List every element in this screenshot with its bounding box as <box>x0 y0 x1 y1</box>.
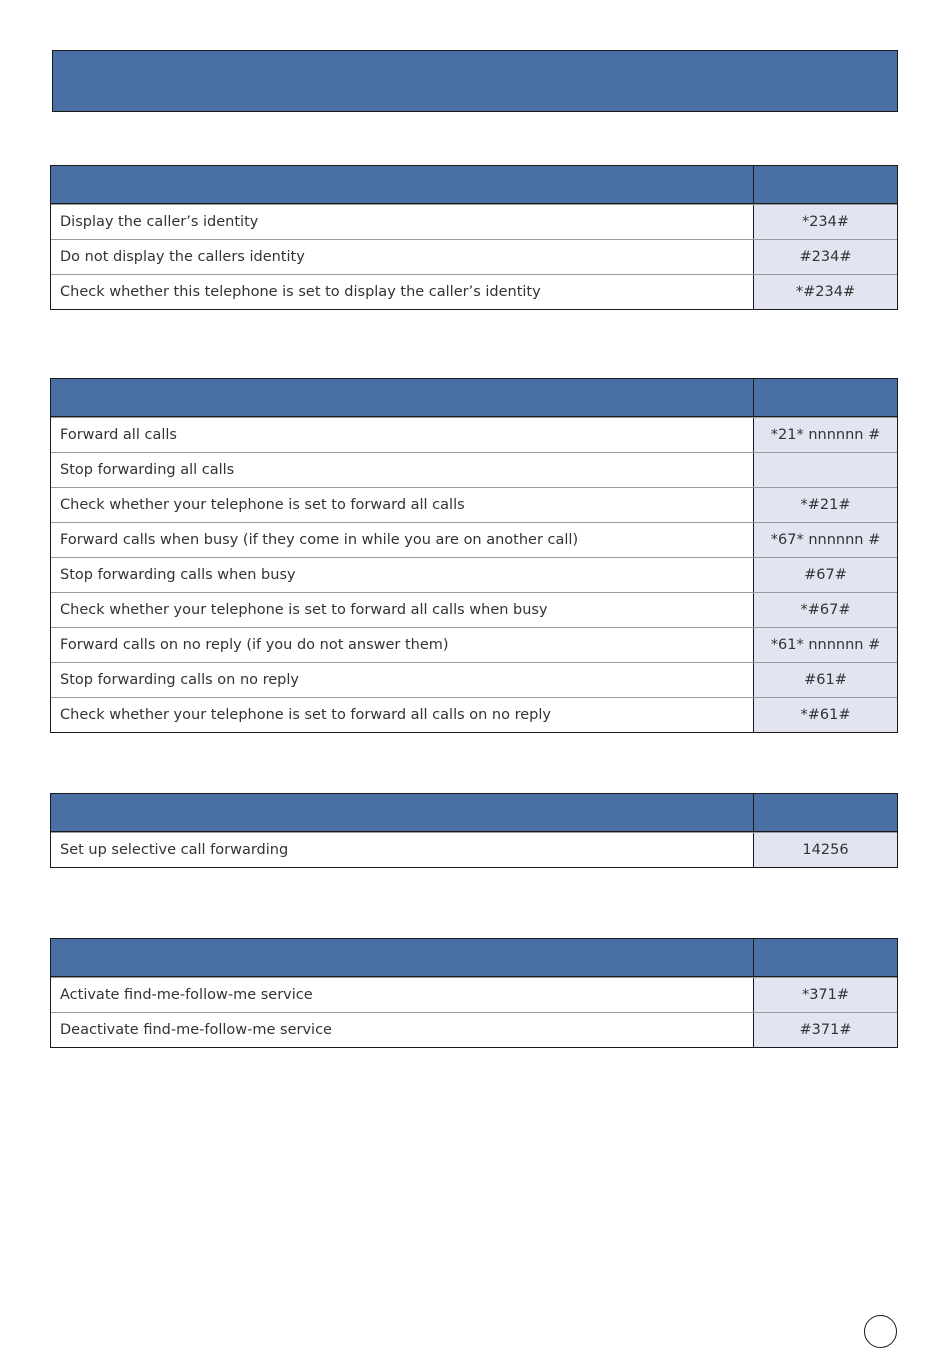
row-code: #67# <box>754 558 897 592</box>
table-header <box>51 379 897 417</box>
table-header <box>51 939 897 977</box>
row-description: Forward calls on no reply (if you do not answer them) <box>51 628 754 662</box>
table-row <box>51 522 897 557</box>
row-description: Check whether your telephone is set to forward all calls <box>51 488 754 522</box>
row-description: Display the caller’s identity <box>51 205 754 239</box>
row-code: *61* nnnnnn # <box>754 628 897 662</box>
row-code: *21* nnnnnn # <box>754 418 897 452</box>
row-description: Set up selective call forwarding <box>51 833 754 867</box>
caller-identity-table <box>50 165 898 310</box>
row-description: Stop forwarding calls on no reply <box>51 663 754 697</box>
row-code: *#67# <box>754 593 897 627</box>
row-code: *67* nnnnnn # <box>754 523 897 557</box>
title-banner <box>52 50 898 112</box>
selective-forwarding-table <box>50 793 898 868</box>
page-number-circle <box>864 1315 897 1348</box>
table-row <box>51 274 897 309</box>
row-code: 14256 <box>754 833 897 867</box>
row-description: Check whether this telephone is set to display the caller’s identity <box>51 275 754 309</box>
row-description: Stop forwarding all calls <box>51 453 754 487</box>
table-row <box>51 832 897 867</box>
row-description: Do not display the callers identity <box>51 240 754 274</box>
row-code: #371# <box>754 1013 897 1047</box>
row-code <box>754 453 897 487</box>
table-row <box>51 627 897 662</box>
table-row <box>51 204 897 239</box>
table-row <box>51 239 897 274</box>
table-row <box>51 452 897 487</box>
table-row <box>51 592 897 627</box>
row-description: Check whether your telephone is set to forward all calls when busy <box>51 593 754 627</box>
table-row <box>51 417 897 452</box>
table-header <box>51 794 897 832</box>
table-row <box>51 487 897 522</box>
row-description: Activate find-me-follow-me service <box>51 978 754 1012</box>
row-code: #234# <box>754 240 897 274</box>
table-row <box>51 977 897 1012</box>
row-description: Forward all calls <box>51 418 754 452</box>
table-row <box>51 662 897 697</box>
row-code: #61# <box>754 663 897 697</box>
row-code: *#61# <box>754 698 897 732</box>
row-description: Stop forwarding calls when busy <box>51 558 754 592</box>
row-description: Deactivate find-me-follow-me service <box>51 1013 754 1047</box>
table-header <box>51 166 897 204</box>
call-forwarding-table <box>50 378 898 733</box>
table-row <box>51 557 897 592</box>
table-row <box>51 1012 897 1047</box>
row-description: Forward calls when busy (if they come in while you are on another call) <box>51 523 754 557</box>
table-row <box>51 697 897 732</box>
row-code: *#234# <box>754 275 897 309</box>
row-code: *234# <box>754 205 897 239</box>
row-description: Check whether your telephone is set to forward all calls on no reply <box>51 698 754 732</box>
row-code: *#21# <box>754 488 897 522</box>
find-me-follow-me-table <box>50 938 898 1048</box>
row-code: *371# <box>754 978 897 1012</box>
